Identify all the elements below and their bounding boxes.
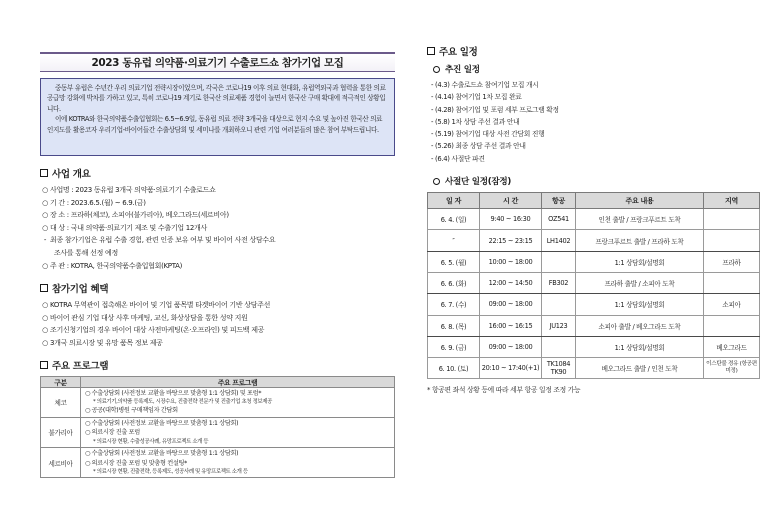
overview-list — [40, 184, 395, 272]
circle-bullet-icon — [433, 178, 440, 185]
schedule-row — [428, 336, 760, 357]
schedule-time: 22:15 ~ 23:15 — [480, 230, 542, 251]
schedule-row — [428, 251, 760, 272]
program-row — [41, 387, 395, 417]
dash-mark: - — [431, 105, 436, 114]
program-line: ○ 수출상담회 (사전정보 교환을 바탕으로 맞춤형 1:1 상담회) 및 포럼* — [85, 389, 262, 397]
schedule-content: 프라하 출발 / 소피아 도착 — [576, 272, 704, 293]
program-content — [81, 417, 395, 447]
dash-mark: - — [431, 81, 436, 89]
plan-item-text: (4.28) 참여기업 및 포럼 세부 프로그램 확정 — [435, 105, 559, 114]
benefit-item-text: 3개국 의료시장 및 유망 품목 정보 제공 — [50, 338, 163, 347]
benefits-list — [40, 299, 395, 349]
schedule-date: ″ — [428, 230, 480, 251]
overview-item-text: 사업명 : 2023 동유럽 3개국 의약품·의료기기 수출로드쇼 — [50, 186, 216, 194]
program-table — [40, 376, 395, 479]
bullet-mark: ○ — [42, 211, 48, 220]
program-subnote: * 의료기기,의약품 등록제도, 시장수요, 진출전략 전문가 및 진출기업 초청 정보제공 — [93, 399, 273, 406]
plan-item-text: (4.14) 참여기업 1차 모집 완료 — [435, 93, 522, 102]
benefit-item — [40, 337, 395, 350]
bullet-mark: - — [43, 236, 47, 245]
square-bullet-icon — [40, 361, 48, 369]
overview-item-text: 대 상 : 국내 의약품·의료기기 제조 및 수출기업 12개사 — [50, 223, 207, 232]
overview-item-text: 최종 참가기업은 유럽 수출 경험, 관련 인증 보유 여부 및 바이어 사전 상담수요 — [50, 236, 276, 245]
schedule-row — [428, 294, 760, 315]
plan-item — [431, 140, 760, 152]
schedule-note: * 항공편 좌석 상황 등에 따라 세부 항공 일정 조정 가능 — [427, 386, 581, 395]
program-content — [81, 447, 395, 477]
schedule-header-content: 주요 내용 — [576, 193, 704, 209]
program-subnote: * 의료시장 현황, 수출성공사례, 유망프로젝트 소개 등 — [93, 438, 209, 445]
overview-item — [40, 184, 395, 197]
schedule-region — [704, 315, 760, 336]
bullet-mark: ○ — [42, 198, 48, 207]
schedule-row — [428, 315, 760, 336]
trip-heading: 사절단 일정(잠정) — [433, 175, 760, 187]
schedule-date: 6. 10. (토) — [428, 358, 480, 379]
schedule-header-region: 지역 — [704, 193, 760, 209]
right-column — [427, 44, 760, 394]
intro-paragraph-1: 중동부 유럽은 수년간 우리 의료기업 전략시장이었으며, 각국은 코로나19 이후 의료 현대화, 유럽역외국과 협력을 통한 의료 공급망 강화에 박차를 가하고 있고, 특히 코로나19 계기로 한국산 의료제품 경험이 늘면서 한국산 구매 확대에 적극적인 상황입니다. — [47, 84, 386, 113]
overview-item — [40, 197, 395, 210]
dash-mark: - — [431, 117, 436, 126]
schedule-flight: LH1402 — [542, 230, 576, 251]
plan-item-text: (6.4) 사절단 파견 — [435, 154, 485, 163]
program-row — [41, 447, 395, 477]
plan-item-text: (4.3) 수출로드쇼 참여기업 모집 개시 — [435, 81, 539, 89]
schedule-content: 1:1 상담회/설명회 — [576, 336, 704, 357]
dash-mark: - — [431, 130, 436, 139]
schedule-header-flight: 항공 — [542, 193, 576, 209]
schedule-time: 20:10 ~ 17:40(+1) — [480, 358, 542, 379]
schedule-row — [428, 230, 760, 251]
circle-bullet-icon: ○ — [42, 301, 48, 310]
program-line: ○ 수출상담회 (사전정보 교환을 바탕으로 맞춤형 1:1 상담회) — [85, 419, 239, 427]
schedule-header-row — [428, 193, 760, 209]
program-category: 불가리아 — [41, 417, 81, 447]
plan-item-text: (5.26) 최종 상담 주선 결과 안내 — [435, 142, 526, 151]
schedule-row — [428, 358, 760, 379]
program-header-content: 주요 프로그램 — [81, 376, 395, 387]
schedule-header-time: 시 간 — [480, 193, 542, 209]
dash-mark: - — [431, 142, 436, 151]
program-header-row — [41, 376, 395, 387]
schedule-content: 소피아 출발 / 베오그라드 도착 — [576, 315, 704, 336]
program-line: ○ 의료시장 진출 포럼 — [85, 429, 140, 437]
overview-item-text: 장 소 : 프라하(체코), 소피아(불가리아), 베오그라드(세르비아) — [50, 211, 229, 220]
benefit-item — [40, 299, 395, 312]
overview-item — [40, 247, 395, 260]
benefit-item-text: KOTRA 무역관이 접촉해온 바이어 및 기업 품목별 타겟바이어 기반 상담주선 — [50, 301, 271, 310]
overview-item-text: 기 간 : 2023.6.5.(월) ~ 6.9.(금) — [50, 198, 146, 207]
benefit-item — [40, 312, 395, 325]
schedule-content: 1:1 상담회/설명회 — [576, 294, 704, 315]
schedule-content: 베오그라드 출발 / 인천 도착 — [576, 358, 704, 379]
overview-section — [40, 166, 395, 272]
schedule-heading: 주요 일정 — [427, 44, 760, 58]
overview-item-text: 주 관 : KOTRA, 한국의약품수출입협회(KPTA) — [50, 261, 183, 270]
schedule-region: 소피아 — [704, 294, 760, 315]
program-category: 체코 — [41, 387, 81, 417]
schedule-content: 프랑크푸르트 출발 / 프라하 도착 — [576, 230, 704, 251]
program-content — [81, 387, 395, 417]
plan-item-text: (5.8) 1차 상담 주선 결과 안내 — [435, 117, 520, 126]
schedule-flight: OZ541 — [542, 209, 576, 230]
schedule-region: 베오그라드 — [704, 336, 760, 357]
circle-bullet-icon: ○ — [42, 313, 48, 322]
circle-bullet-icon: ○ — [42, 338, 48, 347]
program-category: 세르비아 — [41, 447, 81, 477]
bullet-mark: ○ — [42, 186, 48, 194]
benefit-item-text: 바이어 관심 기업 대상 사후 마케팅, 교신, 화상상담을 통한 성약 지원 — [50, 313, 248, 322]
plan-item — [431, 128, 760, 140]
schedule-flight — [542, 294, 576, 315]
program-row — [41, 417, 395, 447]
schedule-time: 9:40 ~ 16:30 — [480, 209, 542, 230]
dash-mark: - — [431, 93, 436, 102]
plan-list — [431, 79, 760, 165]
intro-paragraph-2: 이에 KOTRA와 한국의약품수출입협회는 6.5~6.9일, 동유럽 의료 전략 3개국을 대상으로 현지 수요 및 높아진 한국산 의료 인지도를 활용코자 우리기업-바이어들간 수출상담회 및 세미나를 개최하오니 관련 기업 여러분들의 많은 참여 부탁드립니다. — [47, 115, 383, 134]
circle-bullet-icon — [433, 66, 440, 73]
schedule-header-date: 일 자 — [428, 193, 480, 209]
plan-heading: 추진 일정 — [433, 63, 760, 75]
program-subnote: * 의료시장 현황, 진출전략, 등록제도, 성공사례 및 유망프로젝트 소개 등 — [93, 469, 248, 476]
program-line: ○ 공공(대학)병원 구매책임자 간담회 — [85, 407, 178, 415]
program-header-category: 구분 — [41, 376, 81, 387]
schedule-time: 10:00 ~ 18:00 — [480, 251, 542, 272]
schedule-flight — [542, 251, 576, 272]
schedule-content: 1:1 상담회/설명회 — [576, 251, 704, 272]
schedule-flight: JU123 — [542, 315, 576, 336]
schedule-time: 12:00 ~ 14:50 — [480, 272, 542, 293]
overview-item — [40, 260, 395, 273]
schedule-time: 09:00 ~ 18:00 — [480, 294, 542, 315]
schedule-flight: TK1084 TK90 — [542, 358, 576, 379]
schedule-date: 6. 6. (화) — [428, 272, 480, 293]
square-bullet-icon — [40, 284, 48, 292]
program-heading: 주요 프로그램 — [40, 358, 395, 372]
schedule-region: 이스탄불 경유 (항공편 미정) — [704, 358, 760, 379]
plan-item — [431, 116, 760, 128]
benefits-section — [40, 281, 395, 349]
program-line: ○ 수출상담회 (사전정보 교환을 바탕으로 맞춤형 1:1 상담회) — [85, 449, 239, 457]
plan-item — [431, 91, 760, 103]
schedule-time: 16:00 ~ 16:15 — [480, 315, 542, 336]
schedule-date: 6. 4. (일) — [428, 209, 480, 230]
schedule-flight: FB302 — [542, 272, 576, 293]
schedule-date: 6. 7. (수) — [428, 294, 480, 315]
schedule-region: 프라하 — [704, 251, 760, 272]
schedule-date: 6. 9. (금) — [428, 336, 480, 357]
trip-schedule-table — [427, 192, 760, 379]
schedule-content: 인천 출발 / 프랑크푸르트 도착 — [576, 209, 704, 230]
overview-item-text: 조사를 통해 선정 예정 — [54, 248, 118, 257]
schedule-row — [428, 209, 760, 230]
overview-item — [40, 234, 395, 247]
benefit-item — [40, 324, 395, 337]
plan-item — [431, 153, 760, 165]
program-line: ○ 의료시장 진출 포럼 및 맞춤형 컨설팅* — [85, 459, 187, 467]
plan-item — [431, 79, 760, 91]
bullet-mark: ○ — [42, 261, 48, 270]
benefits-heading: 참가기업 혜택 — [40, 281, 395, 295]
overview-item — [40, 222, 395, 235]
intro-box — [40, 78, 395, 156]
plan-item — [431, 104, 760, 116]
plan-item-text: (5.19) 참여기업 대상 사전 간담회 진행 — [435, 130, 545, 139]
schedule-region — [704, 230, 760, 251]
square-bullet-icon — [427, 47, 435, 55]
overview-heading: 사업 개요 — [40, 166, 395, 180]
schedule-region — [704, 272, 760, 293]
schedule-region — [704, 209, 760, 230]
benefit-item-text: 조기신청기업의 경우 바이어 대상 사전마케팅(온·오프라인) 및 피드백 제공 — [50, 326, 265, 335]
schedule-flight — [542, 336, 576, 357]
schedule-row — [428, 272, 760, 293]
program-section — [40, 358, 395, 479]
left-column — [40, 52, 395, 478]
schedule-date: 6. 8. (목) — [428, 315, 480, 336]
circle-bullet-icon: ○ — [42, 326, 48, 335]
overview-item — [40, 209, 395, 222]
page-title: 2023 동유럽 의약품·의료기기 수출로드쇼 참가기업 모집 — [40, 52, 395, 72]
schedule-time: 09:00 ~ 18:00 — [480, 336, 542, 357]
schedule-date: 6. 5. (월) — [428, 251, 480, 272]
bullet-mark: ○ — [42, 223, 48, 232]
dash-mark: - — [431, 154, 436, 163]
square-bullet-icon — [40, 169, 48, 177]
